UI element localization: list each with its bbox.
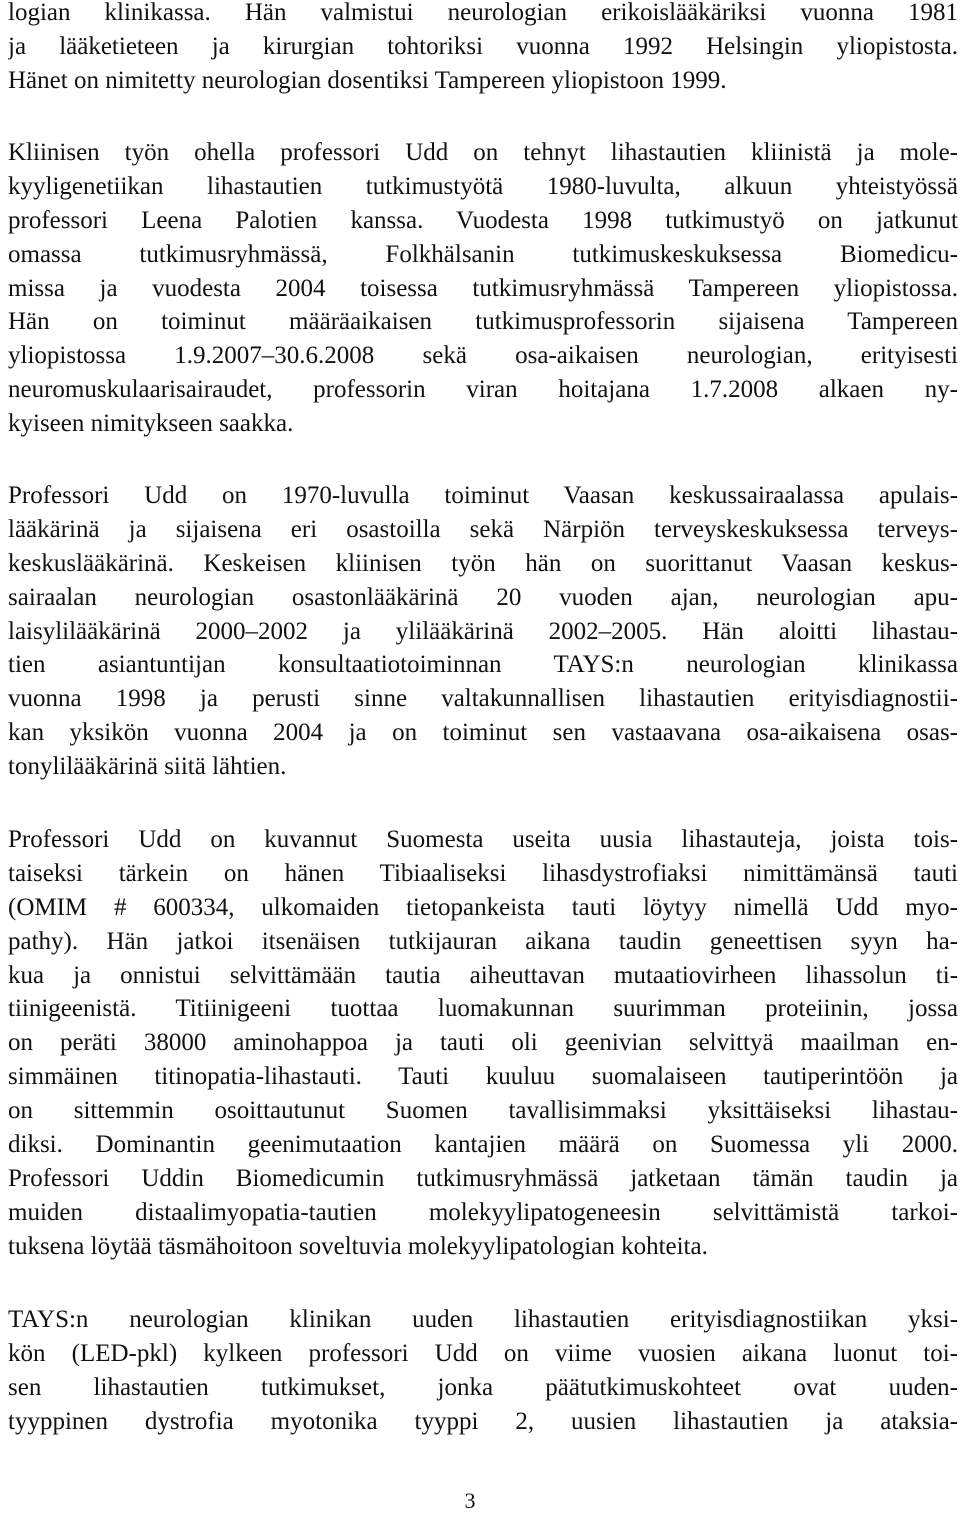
text-line: vuonna 1998 ja perusti sinne valtakunnallisen lihastautien erityisdiagnostii- (8, 685, 958, 713)
text-line: tien asiantuntijan konsultaatiotoiminnan TAYS:n neurologian klinikassa (8, 651, 958, 679)
text-line: tyyppinen dystrofia myotonika tyyppi 2, uusien lihastautien ja ataksia- (8, 1407, 958, 1435)
text-line: pathy). Hän jatkoi itsenäisen tutkijauran aikana taudin geneettisen syyn ha- (8, 927, 958, 955)
text-line: (OMIM # 600334, ulkomaiden tietopankeista tauti löytyy nimellä Udd myo- (8, 893, 958, 921)
text-line: diksi. Dominantin geenimutaation kantajien määrä on Suomessa yli 2000. (8, 1131, 958, 1159)
text-line: tuksena löytää täsmähoitoon soveltuvia molekyylipatologian kohteita. (8, 1232, 708, 1260)
text-line: omassa tutkimusryhmässä, Folkhälsanin tutkimuskeskuksessa Biomedicu- (8, 240, 958, 268)
text-line: kua ja onnistui selvittämään tautia aiheuttavan mutaatiovirheen lihassolun ti- (8, 961, 958, 989)
paragraph-muscle-diseases (8, 823, 958, 1264)
text-line: kön (LED-pkl) kylkeen professori Udd on viime vuosien aikana luonut toi- (8, 1339, 958, 1367)
text-line: kan yksikön vuonna 2004 ja on toiminut sen vastaavana osa-aikaisena osas- (8, 719, 958, 747)
text-line: missa ja vuodesta 2004 toisessa tutkimusryhmässä Tampereen yliopistossa. (8, 274, 958, 302)
paragraph-research-work (8, 136, 958, 441)
text-line: kyyligenetiikan lihastautien tutkimustyötä 1980-luvulta, alkuun yhteistyössä (8, 172, 958, 200)
text-line: taiseksi tärkein on hänen Tibiaaliseksi lihasdystrofiaksi nimittämänsä tauti (8, 859, 958, 887)
text-line: Kliinisen työn ohella professori Udd on tehnyt lihastautien kliinistä ja mole- (8, 139, 958, 166)
text-line: Professori Udd on kuvannut Suomesta useita uusia lihastauteja, joista tois- (8, 826, 958, 853)
text-line: on peräti 38000 aminohappoa ja tauti oli geenivian selvittyä maailman en- (8, 1029, 958, 1057)
text-line: Hänet on nimitetty neurologian dosentiksi Tampereen yliopistoon 1999. (8, 66, 727, 94)
text-line: ja lääketieteen ja kirurgian tohtoriksi vuonna 1992 Helsingin yliopistosta. (8, 32, 958, 60)
text-line: logian klinikassa. Hän valmistui neurologian erikoislääkäriksi vuonna 1981 (8, 0, 958, 26)
text-line: yliopistossa 1.9.2007–30.6.2008 sekä osa-aikaisen neurologian, erityisesti (8, 342, 958, 370)
text-line: professori Leena Palotien kanssa. Vuodesta 1998 tutkimustyö on jatkunut (8, 206, 958, 234)
text-line: Professori Uddin Biomedicumin tutkimusryhmässä jatketaan tämän taudin ja (8, 1164, 958, 1192)
text-line: Professori Udd on 1970-luvulla toiminut Vaasan keskussairaalassa apulais- (8, 482, 958, 509)
text-line: sen lihastautien tutkimukset, jonka päätutkimuskohteet ovat uuden- (8, 1373, 958, 1401)
text-line: on sittemmin osoittautunut Suomen tavallisimmaksi yksittäiseksi lihastau- (8, 1097, 958, 1125)
text-line: neuromuskulaarisairaudet, professorin viran hoitajana 1.7.2008 alkaen ny- (8, 376, 958, 404)
text-line: Hän on toiminut määräaikaisen tutkimusprofessorin sijaisena Tampereen (8, 308, 958, 336)
paragraph-clinical-work (8, 479, 958, 784)
page-number: 3 (464, 1488, 476, 1513)
paragraph-tays-clinic (8, 1303, 958, 1439)
text-line: simmäinen titinopatia-lihastauti. Tauti kuuluu suomalaiseen tautiperintöön ja (8, 1063, 958, 1091)
paragraph-neurology-career (8, 0, 958, 98)
text-line: keskuslääkärinä. Keskeisen kliinisen työn hän on suorittanut Vaasan keskus- (8, 549, 958, 577)
text-line: laisylilääkärinä 2000–2002 ja ylilääkärinä 2002–2005. Hän aloitti lihastau- (8, 617, 958, 645)
text-line: kyiseen nimitykseen saakka. (8, 410, 294, 438)
text-line: sairaalan neurologian osastonlääkärinä 20 vuoden ajan, neurologian apu- (8, 583, 958, 611)
text-line: TAYS:n neurologian klinikan uuden lihastautien erityisdiagnostiikan yksi- (8, 1306, 958, 1333)
text-line: muiden distaalimyopatia-tautien molekyylipatogeneesin selvittämistä tarkoi- (8, 1198, 958, 1226)
text-line: tonylilääkärinä siitä lähtien. (8, 753, 287, 781)
text-line: lääkärinä ja sijaisena eri osastoilla sekä Närpiön terveyskeskuksessa terveys- (8, 515, 958, 543)
text-line: tiinigeenistä. Titiinigeeni tuottaa luomakunnan suurimman proteiinin, jossa (8, 995, 958, 1023)
